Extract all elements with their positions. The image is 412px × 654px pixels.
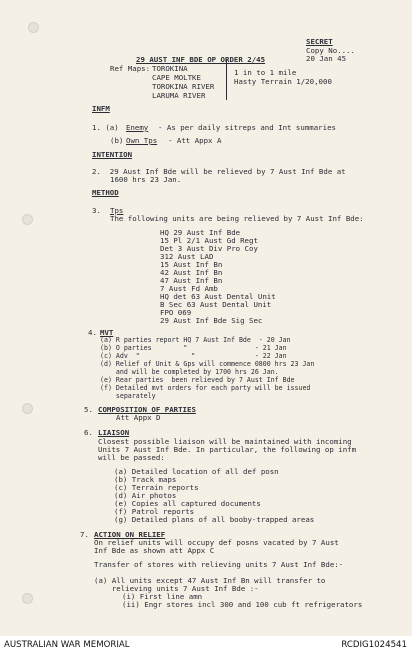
- action-line: Inf Bde as shown att Appx C: [94, 546, 215, 555]
- mvt-number: 4.: [88, 328, 97, 337]
- order-title: 29 AUST INF BDE OP ORDER 2/45: [136, 55, 266, 64]
- action-heading: ACTION ON RELIEF: [94, 530, 166, 539]
- map-brace: [226, 60, 231, 100]
- composition-number: 5.: [84, 405, 93, 414]
- infm-heading: INFM: [92, 104, 110, 113]
- unit-item: 47 Aust Inf Bn: [160, 276, 223, 285]
- mvt-line: separately: [100, 392, 156, 400]
- own-tps-label: Own Tps: [126, 136, 158, 145]
- liaison-item: (g) Detailed plans of all booby-trapped areas: [114, 515, 315, 524]
- unit-item: 15 Pl 2/1 Aust Gd Regt: [160, 236, 258, 245]
- liaison-heading: LIAISON: [98, 428, 130, 437]
- mvt-line: (e) Rear parties been relieved by 7 Aust Inf Bde: [100, 376, 295, 384]
- map-2: CAPE MOLTKE: [152, 73, 201, 82]
- footer-source: AUSTRALIAN WAR MEMORIAL: [4, 640, 130, 650]
- liaison-item: (a) Detailed location of all def posn: [114, 467, 279, 476]
- mvt-line: (c) Adv " " - 22 Jan: [100, 352, 287, 360]
- unit-item: 29 Aust Inf Bde Sig Sec: [160, 316, 263, 325]
- liaison-intro: will be passed:: [98, 453, 165, 462]
- liaison-item: (f) Patrol reports: [114, 507, 195, 516]
- liaison-item: (e) Copies all captured documents: [114, 499, 261, 508]
- map-4: LARUMA RIVER: [152, 91, 206, 100]
- infm-a-prefix: 1. (a): [92, 123, 119, 132]
- action-sub-item: (i) First line amn: [122, 592, 203, 601]
- tps-number: 3.: [92, 206, 101, 215]
- liaison-item: (c) Terrain reports: [114, 483, 199, 492]
- intention-line-1: 2. 29 Aust Inf Bde will be relieved by 7 Aust Inf Bde at: [92, 167, 346, 176]
- stores-line: Transfer of stores with relieving units 7 Aust Inf Bde:-: [94, 560, 344, 569]
- infm-b-prefix: (b): [110, 136, 124, 145]
- unit-item: 15 Aust Inf Bn: [160, 260, 223, 269]
- action-line: On relief units will occupy def posns vacated by 7 Aust: [94, 538, 339, 547]
- punch-hole: [22, 593, 33, 604]
- liaison-intro: Closest possible liaison will be maintained with incoming: [98, 437, 352, 446]
- intention-heading: INTENTION: [92, 150, 133, 159]
- action-sub-a: relieving units 7 Aust Inf Bde :-: [94, 584, 259, 593]
- unit-item: HQ det 63 Aust Dental Unit: [160, 292, 276, 301]
- composition-heading: COMPOSITION OF PARTIES: [98, 405, 196, 414]
- unit-item: Det 3 Aust Div Pro Coy: [160, 244, 258, 253]
- ref-maps-label: Ref Maps:: [110, 64, 151, 73]
- mvt-heading: MVT: [100, 328, 114, 337]
- liaison-number: 6.: [84, 428, 93, 437]
- enemy-label: Enemy: [126, 123, 149, 132]
- footer-id: RCDIG1024541: [341, 640, 407, 650]
- unit-item: FPO 069: [160, 308, 192, 317]
- action-sub-item: (ii) Engr stores incl 300 and 100 cub ft refrigerators: [122, 600, 363, 609]
- unit-item: 42 Aust Inf Bn: [160, 268, 223, 277]
- tps-label: Tps: [110, 206, 124, 215]
- liaison-intro: Units 7 Aust Inf Bde. In particular, the following op infm: [98, 445, 357, 454]
- liaison-item: (b) Track maps: [114, 475, 177, 484]
- method-heading: METHOD: [92, 188, 119, 197]
- unit-item: 7 Aust Fd Amb: [160, 284, 218, 293]
- map-scale-1: 1 in to 1 mile: [234, 68, 297, 77]
- copy-number: Copy No....: [306, 46, 355, 55]
- map-3: TOROKINA RIVER: [152, 82, 215, 91]
- mvt-line: (b) O parties " - 21 Jan: [100, 344, 287, 352]
- unit-item: 312 Aust LAD: [160, 252, 214, 261]
- classification: SECRET: [306, 37, 333, 46]
- enemy-text: - As per daily sitreps and Int summaries: [158, 123, 336, 132]
- map-1: TOROKINA: [152, 64, 188, 73]
- mvt-line: (d) Relief of Unit & Gps will commence 0800 hrs 23 Jan: [100, 360, 315, 368]
- mvt-line: and will be completed by 1700 hrs 26 Jan.: [100, 368, 279, 376]
- punch-hole: [22, 403, 33, 414]
- action-sub-a: (a) All units except 47 Aust Inf Bn will transfer to: [94, 576, 326, 585]
- action-number: 7.: [80, 530, 89, 539]
- composition-text: Att Appx D: [116, 413, 161, 422]
- intention-line-2: 1600 hrs 23 Jan.: [110, 175, 182, 184]
- mvt-line: (a) R parties report HQ 7 Aust Inf Bde - 20 Jan: [100, 336, 291, 344]
- document-date: 20 Jan 45: [306, 54, 347, 63]
- punch-hole: [28, 22, 39, 33]
- tps-intro: The following units are being relieved by 7 Aust Inf Bde:: [110, 214, 364, 223]
- mvt-line: (f) Detailed mvt orders for each party will be issued: [100, 384, 311, 392]
- own-tps-text: - Att Appx A: [168, 136, 222, 145]
- archive-footer: [0, 636, 412, 654]
- liaison-item: (d) Air photos: [114, 491, 177, 500]
- unit-item: HQ 29 Aust Inf Bde: [160, 228, 241, 237]
- unit-item: B Sec 63 Aust Dental Unit: [160, 300, 272, 309]
- punch-hole: [22, 214, 33, 225]
- map-scale-2: Hasty Terrain 1/20,000: [234, 77, 332, 86]
